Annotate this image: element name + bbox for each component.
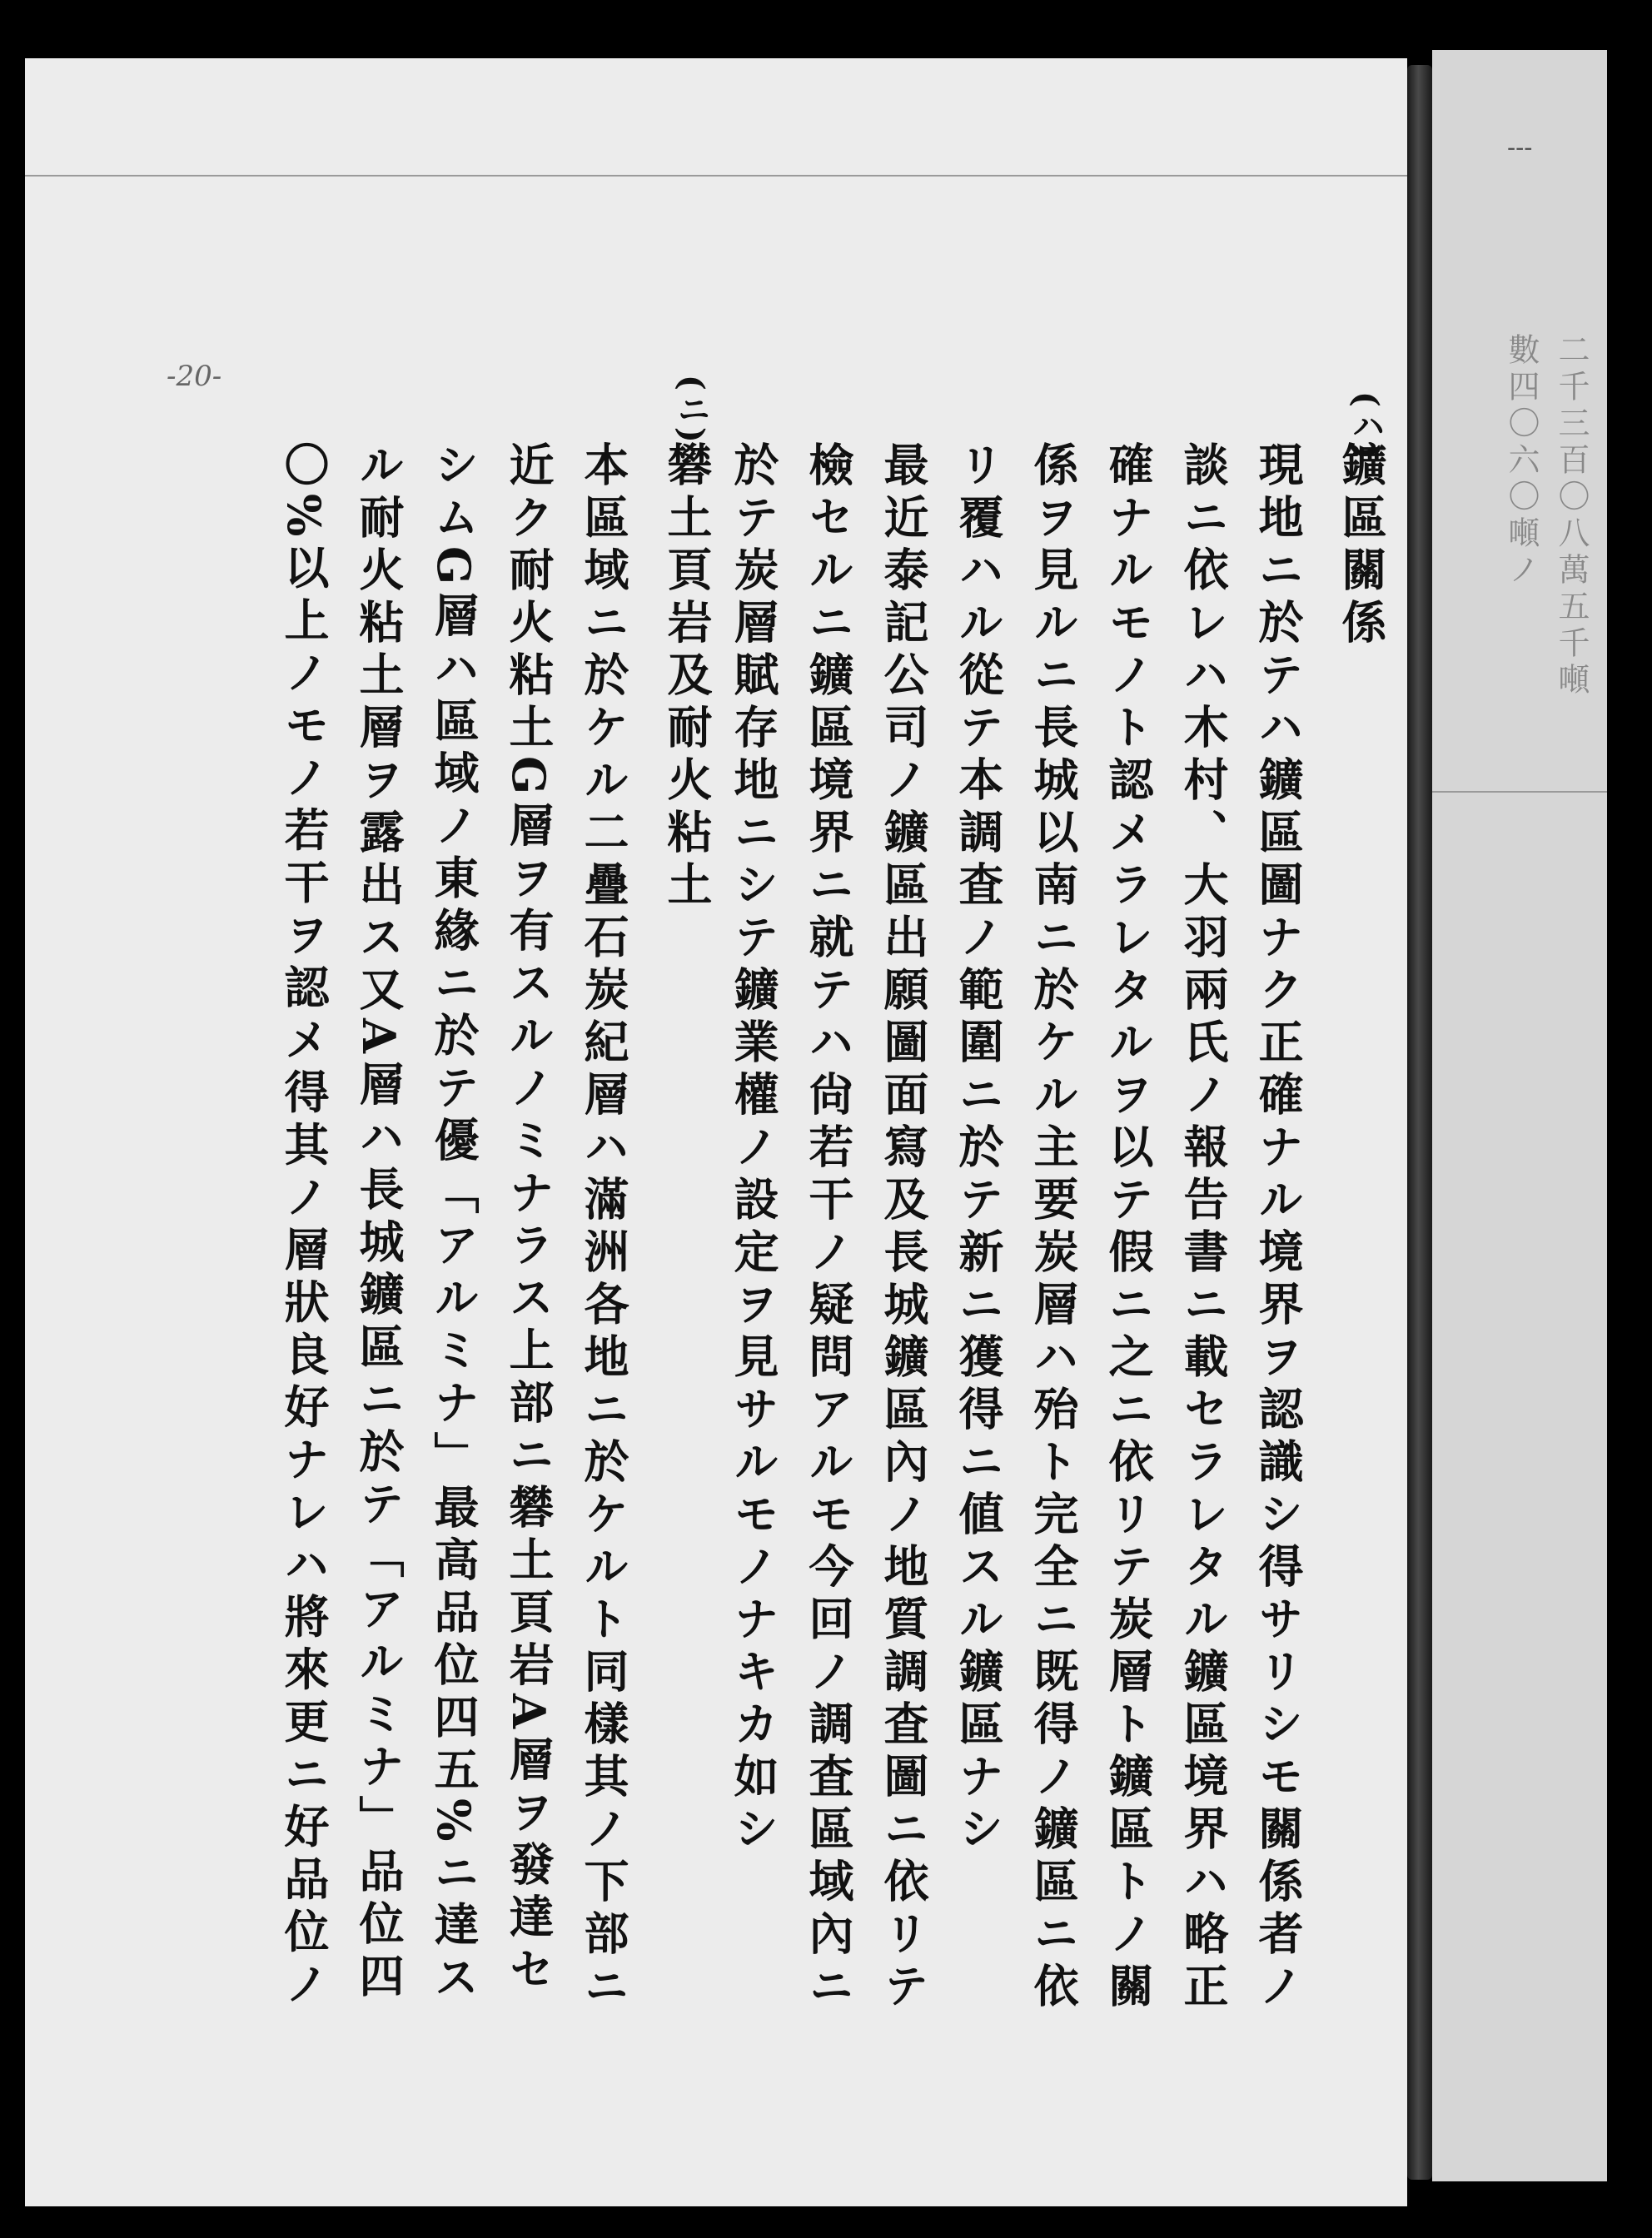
- page-number: -20-: [167, 360, 222, 393]
- section-ni-line-3: シムG層ハ區域ノ東緣ニ於テ優「アルミナ」最高品位四五%ニ達ス: [427, 441, 480, 2007]
- section-ha-line-3: 確ナルモノト認メラレタルヲ以テ假ニ之ニ依リテ炭層ト鑛區トノ關: [1102, 441, 1155, 2015]
- section-ni-marker: (ニ): [672, 375, 711, 445]
- section-ni-line-2: 近ク耐火粘土G層ヲ有スルノミナラス上部ニ礬土頁岩A層ヲ發達セ: [502, 441, 555, 1999]
- top-rule: [25, 175, 1407, 177]
- section-ni-line-1: 本區域ニ於ケル二疊石炭紀層ハ滿洲各地ニ於ケルト同樣其ノ下部ニ: [577, 441, 630, 2015]
- section-ha-line-1: 現地ニ於テハ鑛區圖ナク正確ナル境界ヲ認識シ得サリシモ關係者ノ: [1251, 441, 1305, 2015]
- facing-rule: [1432, 791, 1607, 793]
- section-ha-line-5: リ覆ハル從テ本調査ノ範圍ニ於テ新ニ獲得ニ値スル鑛區ナシ: [952, 441, 1005, 1858]
- section-ha-marker: (ハ): [1346, 391, 1386, 461]
- section-ha-line-7: 檢セルニ鑛區境界ニ就テハ尙若干ノ疑問アルモ今回ノ調査區域內ニ: [802, 441, 855, 2015]
- section-ni-line-5: 〇%以上ノモノ若干ヲ認メ得其ノ層狀良好ナレハ將來更ニ好品位ノ: [277, 441, 331, 2013]
- facing-page-fragment-2: 數四〇六〇噸ノ: [1503, 333, 1540, 589]
- section-ha-line-8: 於テ炭層賦存地ニシテ鑛業權ノ設定ヲ見サルモノナキカ如シ: [727, 441, 780, 1858]
- header-mark: ---: [1507, 133, 1533, 162]
- section-ni-line-4: ル耐火粘土層ヲ露出ス又A層ハ長城鑛區ニ於テ「アルミナ」品位四: [352, 441, 406, 2005]
- section-ha-line-2: 談ニ依レハ木村、大羽兩氏ノ報告書ニ載セラレタル鑛區境界ハ略正: [1177, 441, 1230, 2015]
- section-ni-title: 礬土頁岩及耐火粘土: [660, 441, 714, 913]
- book-spine: [1407, 65, 1432, 2180]
- facing-page-fragment-1: 二千三百〇八萬五千噸: [1553, 333, 1590, 699]
- section-ha-line-6: 最近泰記公司ノ鑛區出願圖面寫及長城鑛區內ノ地質調査圖ニ依リテ: [877, 441, 930, 2015]
- section-ha-title: 鑛區關係: [1335, 441, 1388, 651]
- section-ha-line-4: 係ヲ見ルニ長城以南ニ於ケル主要炭層ハ殆ト完全ニ既得ノ鑛區ニ依: [1027, 441, 1080, 2015]
